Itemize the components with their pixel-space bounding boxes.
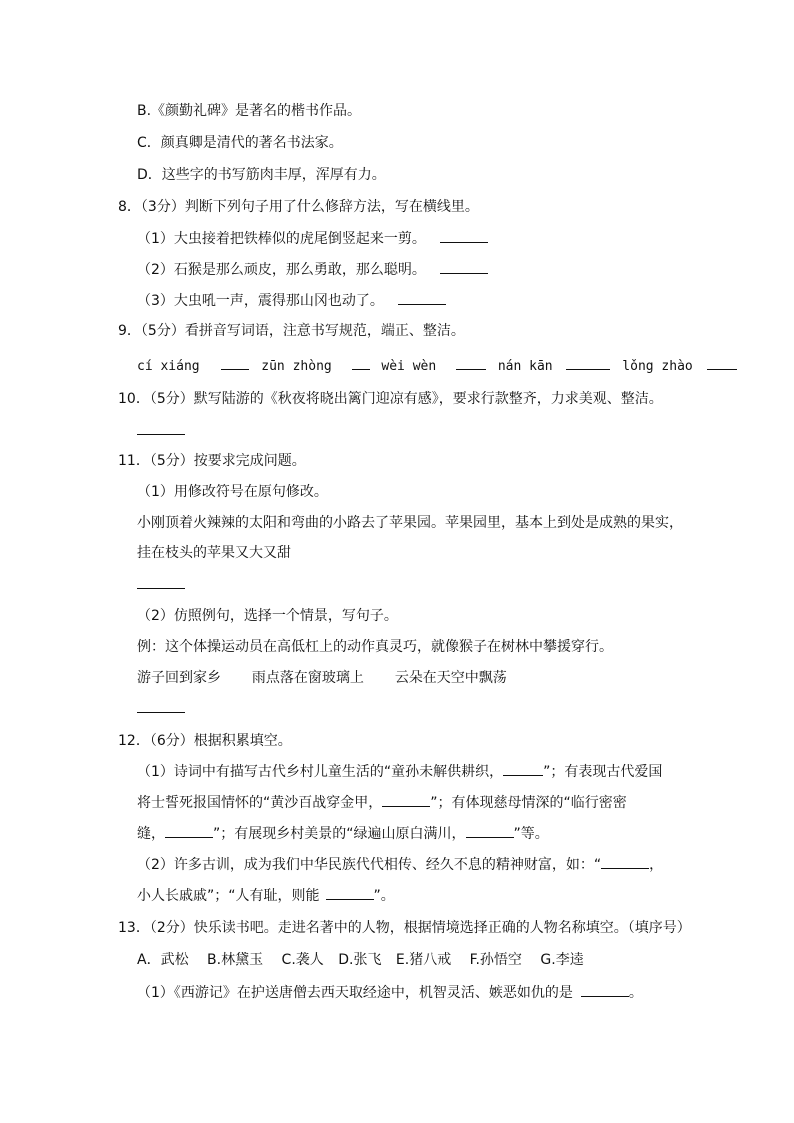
q12-text: 缝， xyxy=(137,826,165,842)
q8-sentence-2-text: （2）石猴是那么顽皮，那么勇敢，那么聪明。 xyxy=(137,262,426,278)
q7-option-b: B.《颜勤礼碑》是著名的楷书作品。 xyxy=(137,103,362,119)
answer-blank[interactable] xyxy=(466,823,514,838)
scenario-1: 游子回到家乡 xyxy=(137,670,221,686)
answer-blank[interactable] xyxy=(581,982,629,997)
q13-option: A．武松 xyxy=(137,952,189,968)
q7-option-c: C．颜真卿是清代的著名书法家。 xyxy=(137,135,343,151)
q13-option: G.李逵 xyxy=(540,952,584,968)
answer-blank[interactable] xyxy=(398,290,446,305)
q13-option: F.孙悟空 xyxy=(469,952,522,968)
answer-blank[interactable] xyxy=(503,761,543,776)
answer-blank[interactable] xyxy=(440,228,488,243)
q10-answer-line xyxy=(137,420,185,441)
q8-sentence-2 xyxy=(137,259,488,280)
q13-option: E.猪八戒 xyxy=(395,952,452,968)
q11-sub-1: （1）用修改符号在原句修改。 xyxy=(137,484,328,500)
q11-answer-line-2 xyxy=(137,698,185,719)
q12-line-2 xyxy=(137,792,627,813)
answer-blank[interactable] xyxy=(440,259,488,274)
pinyin-3: wèi wèn xyxy=(381,359,437,374)
q12-line-3 xyxy=(137,823,549,844)
q11-stem: 11．（5分）按要求完成问题。 xyxy=(118,453,306,469)
q13-option: D.张飞 xyxy=(338,952,382,968)
q9-pinyin-row xyxy=(137,355,737,377)
q12-text: ”等。 xyxy=(513,826,549,842)
q12-stem: 12．（6分）根据积累填空。 xyxy=(118,733,292,749)
q8-sentence-1 xyxy=(137,228,488,249)
answer-blank[interactable] xyxy=(566,355,610,370)
q11-text-line-2: 挂在枝头的苹果又大又甜 xyxy=(137,545,291,561)
q12-line-1 xyxy=(137,761,662,782)
pinyin-1: cí xiáng xyxy=(137,359,200,374)
q13-option: B.林黛玉 xyxy=(207,952,264,968)
q12-text: 将士誓死报国情怀的“黄沙百战穿金甲， xyxy=(137,795,383,811)
answer-blank[interactable] xyxy=(165,823,213,838)
q8-sentence-3-text: （3）大虫吼一声，震得那山冈也动了。 xyxy=(137,293,384,309)
pinyin-4: nán kān xyxy=(497,359,553,374)
q13-option: C.袭人 xyxy=(281,952,324,968)
q12-text: ”；有展现乡村美景的“绿遍山原白满川， xyxy=(213,826,466,842)
answer-blank[interactable] xyxy=(137,574,185,589)
pinyin-2: zūn zhòng xyxy=(261,359,332,374)
q12-text: 小人长戚戚”；“人有耻，则能 xyxy=(137,888,320,904)
answer-blank[interactable] xyxy=(221,355,249,370)
q8-sentence-1-text: （1）大虫接着把铁棒似的虎尾倒竖起来一剪。 xyxy=(137,231,426,247)
answer-blank[interactable] xyxy=(352,355,370,370)
q9-stem: 9．（5分）看拼音写词语，注意书写规范，端正、整洁。 xyxy=(118,323,465,339)
q13-sub-1 xyxy=(137,982,643,1003)
answer-blank[interactable] xyxy=(382,792,430,807)
q11-sub-2: （2）仿照例句，选择一个情景，写句子。 xyxy=(137,608,398,624)
q12-text: ， xyxy=(649,857,664,873)
q12-line-5 xyxy=(137,885,395,906)
q13-text: （1）《西游记》在护送唐僧去西天取经途中，机智灵活、嫉恶如仇的是 xyxy=(137,985,573,1001)
q8-sentence-3 xyxy=(137,290,446,311)
q12-text: （1）诗词中有描写古代乡村儿童生活的“童孙未解供耕织， xyxy=(137,764,504,780)
q11-answer-line-1 xyxy=(137,574,185,595)
answer-blank[interactable] xyxy=(137,420,185,435)
q12-text: ”。 xyxy=(373,888,395,904)
q13-text: 。 xyxy=(628,985,643,1001)
q7-option-d: D．这些字的书写筋肉丰厚，浑厚有力。 xyxy=(137,167,386,183)
answer-blank[interactable] xyxy=(137,698,185,713)
q11-scenario-options xyxy=(137,668,507,688)
q12-text: （2）许多古训，成为我们中华民族代代相传、经久不息的精神财富，如：“ xyxy=(137,857,602,873)
q13-options xyxy=(137,950,584,970)
q12-text: ”；有体现慈母情深的“临行密密 xyxy=(430,795,627,811)
q12-line-4 xyxy=(137,854,663,875)
answer-blank[interactable] xyxy=(601,854,649,869)
q12-text: ”；有表现古代爱国 xyxy=(543,764,663,780)
answer-blank[interactable] xyxy=(456,355,486,370)
pinyin-5: lǒng zhào xyxy=(622,359,693,374)
q8-stem: 8．（3分）判断下列句子用了什么修辞方法，写在横线里。 xyxy=(118,199,479,215)
q11-text-line-1: 小刚顶着火辣辣的太阳和弯曲的小路去了苹果园。苹果园里，基本上到处是成熟的果实， xyxy=(137,515,683,531)
answer-blank[interactable] xyxy=(707,355,737,370)
answer-blank[interactable] xyxy=(326,885,374,900)
scenario-3: 云朵在天空中飘荡 xyxy=(394,670,507,686)
q11-example: 例：这个体操运动员在高低杠上的动作真灵巧，就像猴子在树林中攀援穿行。 xyxy=(137,639,613,655)
q10-stem: 10．（5分）默写陆游的《秋夜将晓出篱门迎凉有感》，要求行款整齐，力求美观、整洁。 xyxy=(118,391,663,407)
q13-stem: 13．（2分）快乐读书吧。走进名著中的人物，根据情境选择正确的人物名称填空。（填序号） xyxy=(118,920,691,936)
scenario-2: 雨点落在窗玻璃上 xyxy=(251,670,364,686)
